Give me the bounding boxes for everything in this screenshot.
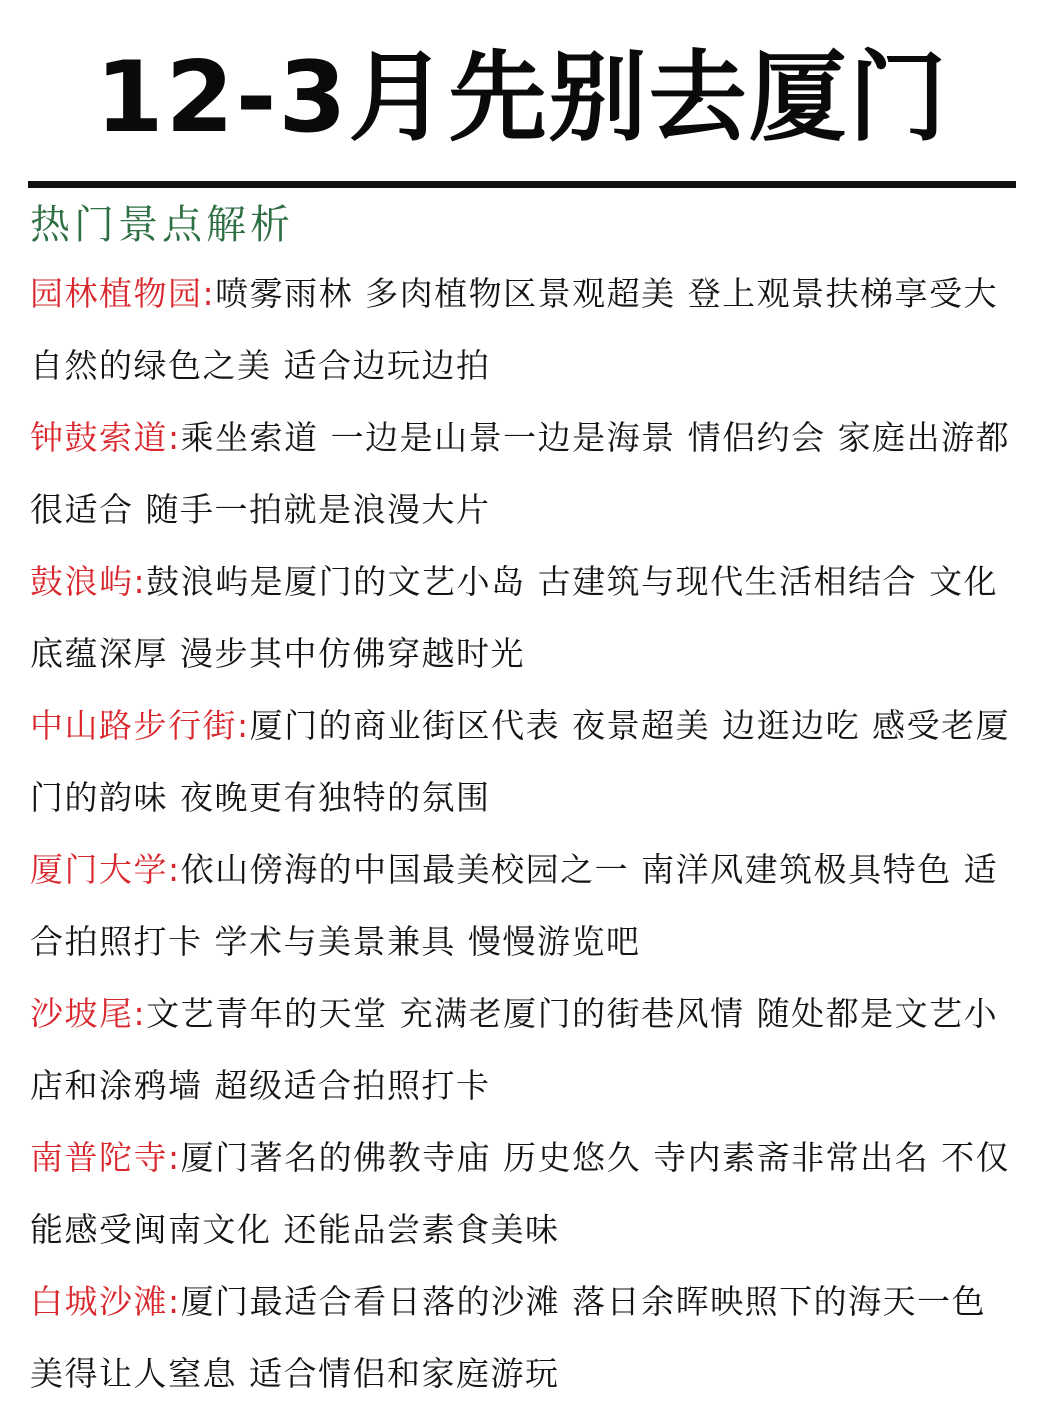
attraction-item [30,1266,1016,1410]
attraction-colon: : [168,1282,181,1321]
attraction-list [30,258,1016,1410]
attraction-name: 园林植物园 [30,274,203,313]
attraction-name: 南普陀寺 [30,1138,168,1177]
attraction-item [30,834,1016,978]
attraction-item [30,402,1016,546]
attraction-name: 中山路步行街 [30,706,237,745]
attraction-colon: : [133,994,147,1033]
attraction-item [30,690,1016,834]
attraction-colon: : [202,274,216,313]
attraction-name: 沙坡尾 [30,994,134,1033]
attraction-colon: : [168,1138,181,1177]
attraction-item [30,1122,1016,1266]
attraction-name: 厦门大学 [30,850,168,889]
attraction-description: 厦门的商业街区代表 夜景超美 边逛边吃 感受老厦门的韵味 夜晚更有独特的氛围 [30,706,1011,817]
attraction-colon: : [168,418,181,457]
attraction-colon: : [168,850,181,889]
attraction-description: 文艺青年的天堂 充满老厦门的街巷风情 随处都是文艺小店和涂鸦墙 超级适合拍照打卡 [30,994,999,1105]
page-title: 12-3月先别去厦门 [95,41,949,155]
title-divider [28,181,1016,188]
attraction-description: 喷雾雨林 多肉植物区景观超美 登上观景扶梯享受大自然的绿色之美 适合边玩边拍 [30,274,999,385]
attraction-description: 依山傍海的中国最美校园之一 南洋风建筑极具特色 适合拍照打卡 学术与美景兼具 慢慢游览吧 [30,850,999,961]
attraction-description: 鼓浪屿是厦门的文艺小岛 古建筑与现代生活相结合 文化底蕴深厚 漫步其中仿佛穿越时光 [30,562,999,673]
section-heading: 热门景点解析 [30,202,294,248]
attraction-description: 厦门最适合看日落的沙滩 落日余晖映照下的海天一色美得让人窒息 适合情侣和家庭游玩 [30,1282,987,1393]
attraction-description: 乘坐索道 一边是山景一边是海景 情侣约会 家庭出游都很适合 随手一拍就是浪漫大片 [30,418,1011,529]
attraction-name: 鼓浪屿 [30,562,134,601]
attraction-colon: : [133,562,147,601]
attraction-colon: : [237,706,250,745]
attraction-item [30,978,1016,1122]
attraction-name: 钟鼓索道 [30,418,168,457]
attraction-item [30,546,1016,690]
attraction-description: 厦门著名的佛教寺庙 历史悠久 寺内素斋非常出名 不仅能感受闽南文化 还能品尝素食美味 [30,1138,1011,1249]
attraction-name: 白城沙滩 [30,1282,168,1321]
attraction-item [30,258,1016,402]
